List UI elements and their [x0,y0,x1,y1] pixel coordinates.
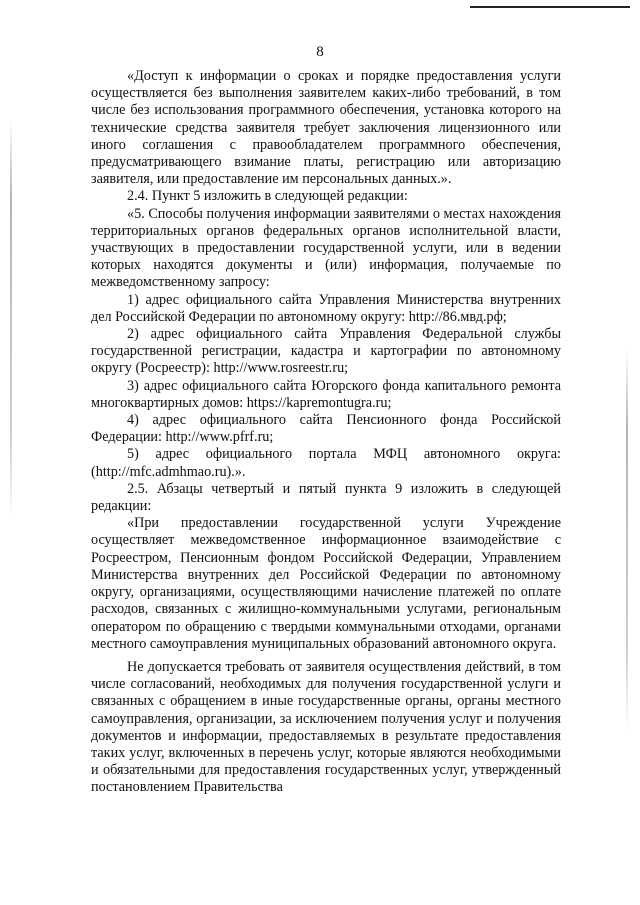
scan-edge-right [626,350,628,730]
document-body [91,68,561,797]
paragraph-prohibition: Не допускается требовать от заявителя осуществления действий, в том числе согласований, необходимых для получения государственной услуги и связанных с обращением в иные государственные органы, органы местного самоуправления, организации, за исключением получения услуг и получения документов и информации, предоставляемых в результате предоставления таких услуг, включенных в перечень услуг, которые являются необходимыми и обязательными для предоставления государственных услуг, утвержденный постановлением Правительства [91,658,561,796]
list-item-5: 5) адрес официального портала МФЦ автономного округа: (http://mfc.admhmao.ru).». [91,446,561,480]
paragraph-2-4: 2.4. Пункт 5 изложить в следующей редакции: [127,188,408,205]
page-number: 8 [316,44,324,60]
paragraph-2-5: 2.5. Абзацы четвертый и пятый пункта 9 изложить в следующей редакции: [91,480,561,515]
list-item-2: 2) адрес официального сайта Управления Федеральной службы государственной регистрации, кадастра и картографии по автономному округу (Росреестр): http://www.rosreestr.ru; [91,326,561,377]
list-item-1: 1) адрес официального сайта Управления Министерства внутренних дел Российской Федерации по автономному округу: http://86.мвд.рф; [91,291,561,325]
paragraph-access-info: «Доступ к информации о сроках и порядке предоставления услуги осуществляется без выполнения заявителем каких-либо требований, в том числе без использования программного обеспечения, установка которого на технические средства заявителя требует заключения лицензионного или иного соглашения с правообладателем программного обеспечения, предусматривающего взимание платы, регистрацию или авторизацию заявителя, или предоставление им персональных данных.». [91,68,561,188]
paragraph-point-5: «5. Способы получения информации заявителями о местах нахождения территориальных органов федеральных органов исполнительной власти, участвующих в предоставлении государственной услуги, или в ведении которых находятся документы и (или) информация, получаемые по межведомственному запросу: [91,205,561,291]
list-item-3: 3) адрес официального сайта Югорского фонда капитального ремонта многоквартирных домов: https://kapremontugra.ru; [91,377,561,411]
top-rule [470,6,630,8]
scan-edge-left [10,120,12,520]
paragraph-interaction: «При предоставлении государственной услуги Учреждение осуществляет межведомственное информационное взаимодействие с Росреестром, Пенсионным фондом Российской Федерации, Управлением Министерства внутренних дел Российской Федерации по автономному округу, организациями, осуществляющими начисление платежей по оплате расходов, связанных с жилищно-коммунальными услугами, региональным оператором по обращению с твердыми коммунальными отходами, органами местного самоуправления муниципальных образований автономного округа. [91,515,561,652]
list-item-4: 4) адрес официального сайта Пенсионного фонда Российской Федерации: http://www.pfrf.ru; [91,412,561,446]
